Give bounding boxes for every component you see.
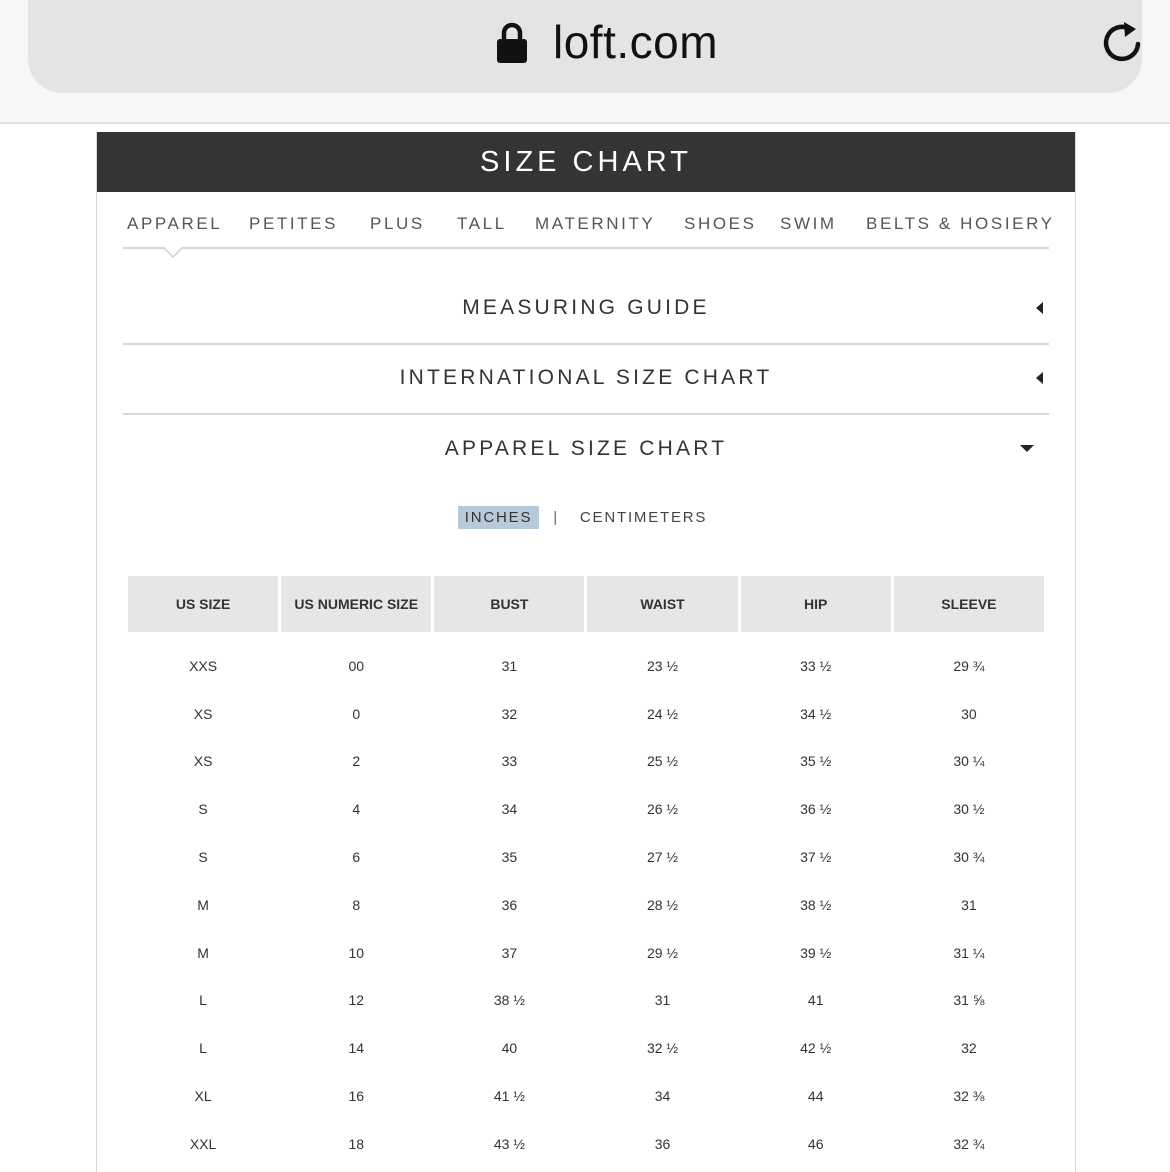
cell-us-size: S (198, 801, 208, 818)
tab-maternity[interactable]: MATERNITY (535, 214, 656, 233)
tab-belts-hosiery[interactable]: BELTS & HOSIERY (866, 214, 1055, 233)
cell-sleeve: 31 (961, 896, 977, 913)
cell-waist: 23 ½ (646, 657, 679, 674)
url-text: loft.com (553, 16, 719, 68)
cell-hip: 38 ½ (800, 896, 832, 913)
column-header-us-size: US SIZE (128, 576, 278, 632)
cell-us-size: M (197, 896, 209, 913)
cell-waist: 27 ½ (646, 849, 679, 866)
cell-us-numeric-size: 16 (348, 1088, 365, 1105)
column-header-sleeve: SLEEVE (894, 576, 1044, 632)
reload-icon[interactable] (1100, 20, 1146, 66)
category-tabs (123, 207, 1055, 249)
caret-left-icon (1033, 301, 1045, 315)
table-row (128, 1072, 1044, 1120)
cell-sleeve: 31 ⅝ (953, 992, 985, 1009)
tab-plus[interactable]: PLUS (370, 214, 425, 233)
measuring-guide-label: MEASURING GUIDE (462, 296, 710, 319)
cell-us-numeric-size: 12 (348, 992, 365, 1009)
cell-sleeve: 29 ¾ (953, 657, 985, 674)
cell-sleeve: 32 ⅜ (953, 1088, 985, 1105)
cell-sleeve: 32 ¾ (953, 1135, 985, 1152)
cell-waist: 34 (654, 1088, 671, 1105)
cell-waist: 29 ½ (646, 944, 679, 961)
cell-waist: 28 ½ (646, 896, 679, 913)
cell-bust: 31 (501, 657, 518, 674)
cell-us-size: XXS (189, 657, 218, 674)
cell-sleeve: 30 ¾ (953, 849, 985, 866)
cell-waist: 25 ½ (646, 753, 679, 770)
cell-hip: 46 (807, 1135, 824, 1152)
cell-waist: 26 ½ (646, 801, 679, 818)
cell-hip: 44 (807, 1088, 824, 1105)
caret-left-icon (1033, 371, 1045, 385)
cell-us-numeric-size: 18 (348, 1135, 365, 1152)
column-header-bust: BUST (434, 576, 584, 632)
cell-bust: 36 (501, 896, 518, 913)
cell-hip: 36 ½ (800, 801, 832, 818)
unit-toggle (97, 506, 1075, 529)
cell-hip: 39 ½ (800, 944, 832, 961)
cell-us-size: M (197, 944, 209, 961)
tab-apparel[interactable]: APPAREL (127, 214, 223, 233)
lock-icon (496, 22, 528, 64)
cell-us-size: XL (194, 1088, 212, 1105)
cell-us-size: L (199, 1040, 207, 1057)
size-chart-panel (96, 132, 1076, 1172)
column-header-us-numeric-size: US NUMERIC SIZE (281, 576, 431, 632)
table-header-row (128, 576, 1044, 632)
cell-bust: 41 ½ (493, 1088, 525, 1105)
cell-sleeve: 32 (961, 1040, 977, 1057)
cell-bust: 38 ½ (493, 992, 525, 1009)
cell-hip: 42 ½ (800, 1040, 832, 1057)
cell-hip: 37 ½ (800, 849, 832, 866)
tab-swim[interactable]: SWIM (780, 214, 837, 233)
table-row (128, 929, 1044, 977)
cell-bust: 33 (501, 753, 518, 770)
cell-us-numeric-size: 0 (352, 705, 361, 722)
cell-bust: 43 ½ (493, 1135, 525, 1152)
cell-us-numeric-size: 4 (352, 801, 361, 818)
international-size-chart-label: INTERNATIONAL SIZE CHART (399, 366, 773, 389)
cell-waist: 32 ½ (646, 1040, 679, 1057)
cell-us-numeric-size: 8 (352, 896, 361, 913)
column-header-waist: WAIST (587, 576, 737, 632)
table-row (128, 977, 1044, 1025)
cell-waist: 31 (654, 992, 671, 1009)
table-row (128, 785, 1044, 833)
cell-us-numeric-size: 6 (352, 849, 361, 866)
inches-button[interactable]: INCHES (458, 506, 539, 529)
cell-hip: 34 ½ (800, 705, 832, 722)
apparel-size-chart-label: APPAREL SIZE CHART (444, 437, 728, 460)
unit-separator: | (553, 509, 559, 526)
international-size-chart-toggle[interactable] (123, 343, 1049, 415)
cell-hip: 41 (807, 992, 824, 1009)
cell-waist: 36 (654, 1135, 671, 1152)
cell-sleeve: 30 ¼ (953, 753, 985, 770)
table-row (128, 833, 1044, 881)
cell-us-size: L (199, 992, 207, 1009)
table-row (128, 632, 1044, 690)
table-row (128, 738, 1044, 786)
address-bar[interactable] (28, 0, 1142, 93)
tab-shoes[interactable]: SHOES (684, 214, 757, 233)
size-chart-title: SIZE CHART (97, 132, 1075, 192)
cell-bust: 34 (501, 801, 518, 818)
cell-us-numeric-size: 10 (348, 944, 365, 961)
apparel-size-chart-toggle[interactable] (123, 414, 1049, 484)
cell-us-size: XS (193, 705, 213, 722)
cell-bust: 32 (501, 705, 518, 722)
table-row (128, 1120, 1044, 1168)
cell-bust: 37 (501, 944, 518, 961)
table-row (128, 881, 1044, 929)
cell-us-size: XXL (189, 1135, 217, 1152)
active-tab-indicator-icon (163, 246, 183, 258)
cell-hip: 33 ½ (800, 657, 832, 674)
table-body (128, 632, 1044, 1168)
cell-sleeve: 31 ¼ (953, 944, 985, 961)
cell-waist: 24 ½ (646, 705, 679, 722)
cell-us-size: S (198, 849, 208, 866)
table-row (128, 1024, 1044, 1072)
apparel-size-table (125, 576, 1047, 1168)
cell-us-numeric-size: 00 (348, 657, 365, 674)
cell-us-numeric-size: 14 (348, 1040, 365, 1057)
cell-bust: 40 (501, 1040, 518, 1057)
cell-bust: 35 (501, 849, 518, 866)
tab-tall[interactable]: TALL (457, 214, 507, 233)
cell-us-numeric-size: 2 (352, 753, 361, 770)
cell-us-size: XS (193, 753, 213, 770)
column-header-hip: HIP (741, 576, 891, 632)
table-row (128, 690, 1044, 738)
caret-down-icon (1019, 443, 1035, 453)
centimeters-button[interactable]: CENTIMETERS (579, 509, 708, 526)
cell-sleeve: 30 ½ (953, 801, 985, 818)
measuring-guide-toggle[interactable] (123, 273, 1049, 345)
cell-hip: 35 ½ (800, 753, 832, 770)
cell-sleeve: 30 (961, 705, 977, 722)
browser-toolbar (0, 0, 1170, 124)
tab-petites[interactable]: PETITES (249, 214, 339, 233)
